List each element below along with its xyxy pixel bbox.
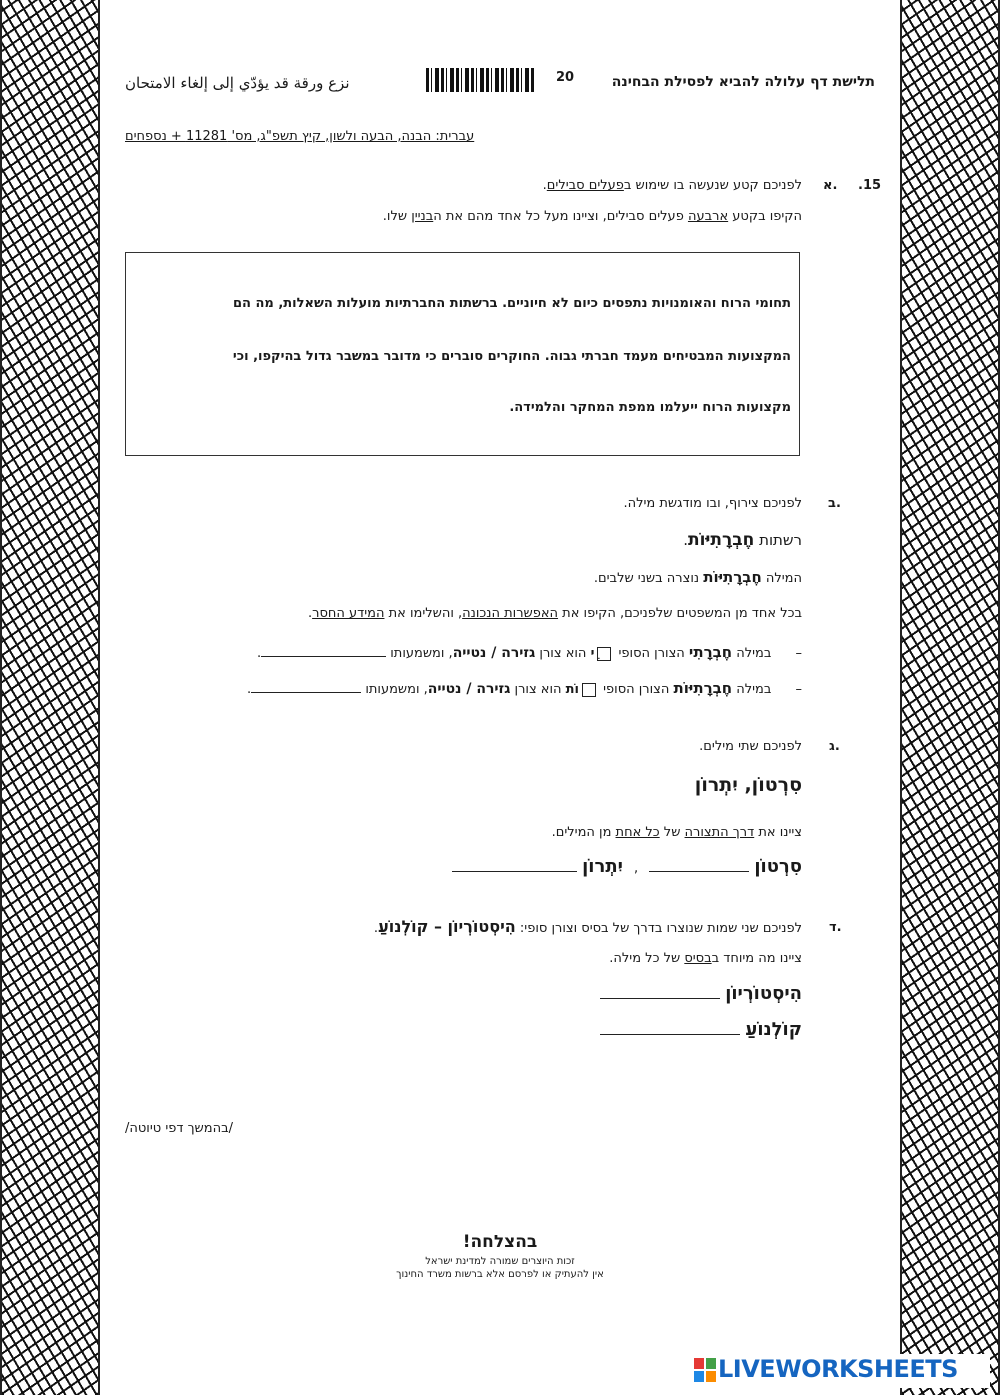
copyright-line-1: זכות היוצרים שמורה למדינת ישראל — [425, 1256, 575, 1267]
meaning-blank-2[interactable] — [251, 678, 361, 693]
passage-line-3[interactable]: מקצועות הרוח ייעלמו ממפת המחקר והלמידה. — [509, 400, 791, 415]
lw-logo-icon — [694, 1358, 716, 1382]
formation-blank-1[interactable] — [649, 857, 749, 872]
part-a-instruction: הקיפו בקטע ארבעה פעלים סבילים, וציינו מעל כל אחד מהם את הבניין שלו. — [382, 209, 802, 224]
page-number: 20 — [556, 70, 575, 85]
options-choice-1[interactable]: גזירה / נטייה — [452, 645, 536, 661]
decorative-border-left — [0, 0, 100, 1395]
part-b-label: ב. — [828, 496, 841, 511]
exam-warning-title: תלישת דף עלולה להביא לפסילת הבחינה — [611, 74, 875, 90]
part-a-label: א. — [823, 178, 838, 193]
part-c-instruction: ציינו את דרך התצורה של כל אחת מן המילים. — [551, 825, 802, 840]
suffix-box-2 — [582, 683, 596, 697]
passage-box[interactable] — [125, 252, 800, 456]
decorative-border-right — [900, 0, 1000, 1395]
question-number: .15 — [858, 178, 882, 193]
part-c-intro: לפניכם שתי מילים. — [699, 739, 802, 754]
meaning-blank-1[interactable] — [261, 642, 386, 657]
part-c-words: סִרְטוֹן, יִתְרוֹן — [694, 774, 802, 796]
part-d-instruction: ציינו מה מיוחד בבסיס של כל מילה. — [609, 951, 802, 966]
arabic-warning: نزع ورقة قد يؤدّي إلى إلغاء الامتحان — [125, 74, 350, 92]
passage-line-2[interactable]: המקצועות המבטיחים מעמד חברתי גבוה. החוקרים סוברים כי מדובר במשבר גדול בהיקפו, וכי — [232, 349, 791, 364]
part-b-line2: המילה חֶבְרָתִיּוֹת נוצרה בשני שלבים. — [593, 568, 802, 586]
part-d-label: ד. — [829, 920, 842, 935]
copyright-line-2: אין להעתיק או לפרסם אלא ברשות משרד החינוך — [396, 1269, 604, 1280]
passage-line-1[interactable]: תחומי הרוח והאומנויות נתפסים כיום לא חיוניים. ברשתות החברתיות מועלות השאלות, מה הם — [232, 296, 791, 311]
part-d-intro: לפניכם שני שמות שנוצרו בדרך של בסיס וצורן סופי: הִיסְטוֹרְיוֹן – קוֹלְנוֹעַ. — [373, 917, 802, 936]
watermark-text: LIVEWORKSHEETS — [718, 1355, 958, 1383]
part-b-phrase: רשתות חֶבְרָתִיּוֹת. — [683, 530, 802, 550]
part-b-item-2: – במילה חֶבְרָתִיּוֹת הצורן הסופי וֹת הוא צורן גזירה / נטייה, ומשמעותו . — [247, 679, 802, 697]
part-b-item-1: – במילה חֶבְרָתִי הצורן הסופי ִי הוא צורן גזירה / נטייה, ומשמעותו . — [256, 643, 802, 661]
part-d-answer-2: קוֹלְנוֹעַ — [600, 1019, 802, 1040]
suffix-box-1 — [597, 647, 611, 661]
continuation-note: /בהמשך דפי טיוטה/ — [125, 1121, 233, 1136]
part-c-label: ג. — [829, 739, 840, 754]
part-d-answer-1: הִיסְטוֹרְיוֹן — [600, 983, 802, 1004]
part-b-line3: בכל אחד מן המשפטים שלפניכם, הקיפו את האפשרות הנכונה, והשלימו את המידע החסר. — [307, 606, 802, 621]
part-c-answer-row: סִרְטוֹן , יִתְרוֹן — [402, 856, 802, 877]
part-a-intro: לפניכם קטע שנעשה בו שימוש בפעלים סבילים. — [542, 178, 802, 193]
base-blank-2[interactable] — [600, 1020, 740, 1035]
formation-blank-2[interactable] — [452, 857, 577, 872]
watermark-logo — [690, 1354, 990, 1388]
base-blank-1[interactable] — [600, 984, 720, 999]
good-luck: בהצלחה! — [462, 1232, 538, 1252]
subject-line: עברית: הבנה, הבעה ולשון, קיץ תשפ"ג, מס' 11281 + נספחים — [125, 129, 475, 144]
part-b-intro: לפניכם צירוף, ובו מודגשת מילה. — [623, 496, 802, 511]
options-choice-2[interactable]: גזירה / נטייה — [427, 681, 511, 697]
barcode — [426, 68, 536, 92]
